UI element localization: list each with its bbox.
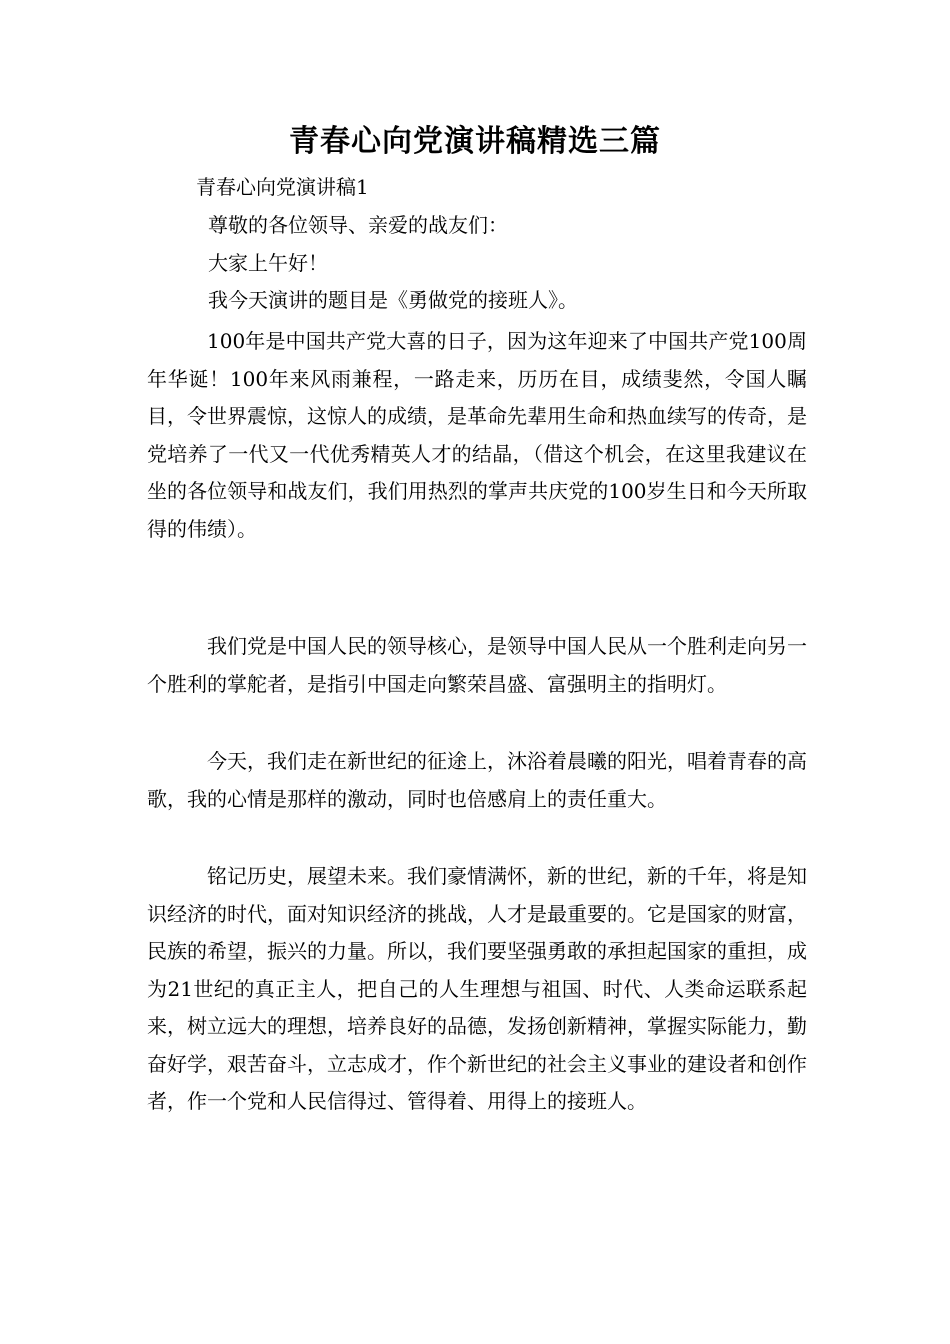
salutation: 尊敬的各位领导、亲爱的战友们： <box>208 213 508 237</box>
document-title: 青春心向党演讲稿精选三篇 <box>289 124 661 159</box>
greeting: 大家上午好！ <box>208 251 328 275</box>
paragraph-3: 今天，我们走在新世纪的征途上，沐浴着晨曦的阳光，唱着青春的高歌，我的心情是那样的激动，同时也倍感肩上的责任重大。 <box>147 749 807 811</box>
speech-subtitle: 青春心向党演讲稿1 <box>196 175 369 199</box>
paragraph-1: 100年是中国共产党大喜的日子，因为这年迎来了中国共产党100周年华诞！100年来风雨兼程，一路走来，历历在目，成绩斐然，令国人瞩目，令世界震惊，这惊人的成绩，是革命先辈用生命和热血续写的传奇，是党培养了一代又一代优秀精英人才的结晶，（借这个机会，在这里我建议在坐的各位领导和战友们，我们用热烈的掌声共庆党的100岁生日和今天所取得的伟绩）。 <box>147 329 807 541</box>
paragraph-2: 我们党是中国人民的领导核心，是领导中国人民从一个胜利走向另一个胜利的掌舵者，是指引中国走向繁荣昌盛、富强明主的指明灯。 <box>147 634 807 696</box>
speech-topic: 我今天演讲的题目是《勇做党的接班人》。 <box>208 288 578 312</box>
paragraph-4: 铭记历史，展望未来。我们豪情满怀，新的世纪，新的千年，将是知识经济的时代，面对知识经济的挑战，人才是最重要的。它是国家的财富，民族的希望，振兴的力量。所以，我们要坚强勇敢的承担起国家的重担，成为21世纪的真正主人，把自己的人生理想与祖国、时代、人类命运联系起来，树立远大的理想，培养良好的品德，发扬创新精神，掌握实际能力，勤奋好学，艰苦奋斗，立志成才，作个新世纪的社会主义事业的建设者和创作者，作一个党和人民信得过、管得着、用得上的接班人。 <box>147 864 807 1113</box>
